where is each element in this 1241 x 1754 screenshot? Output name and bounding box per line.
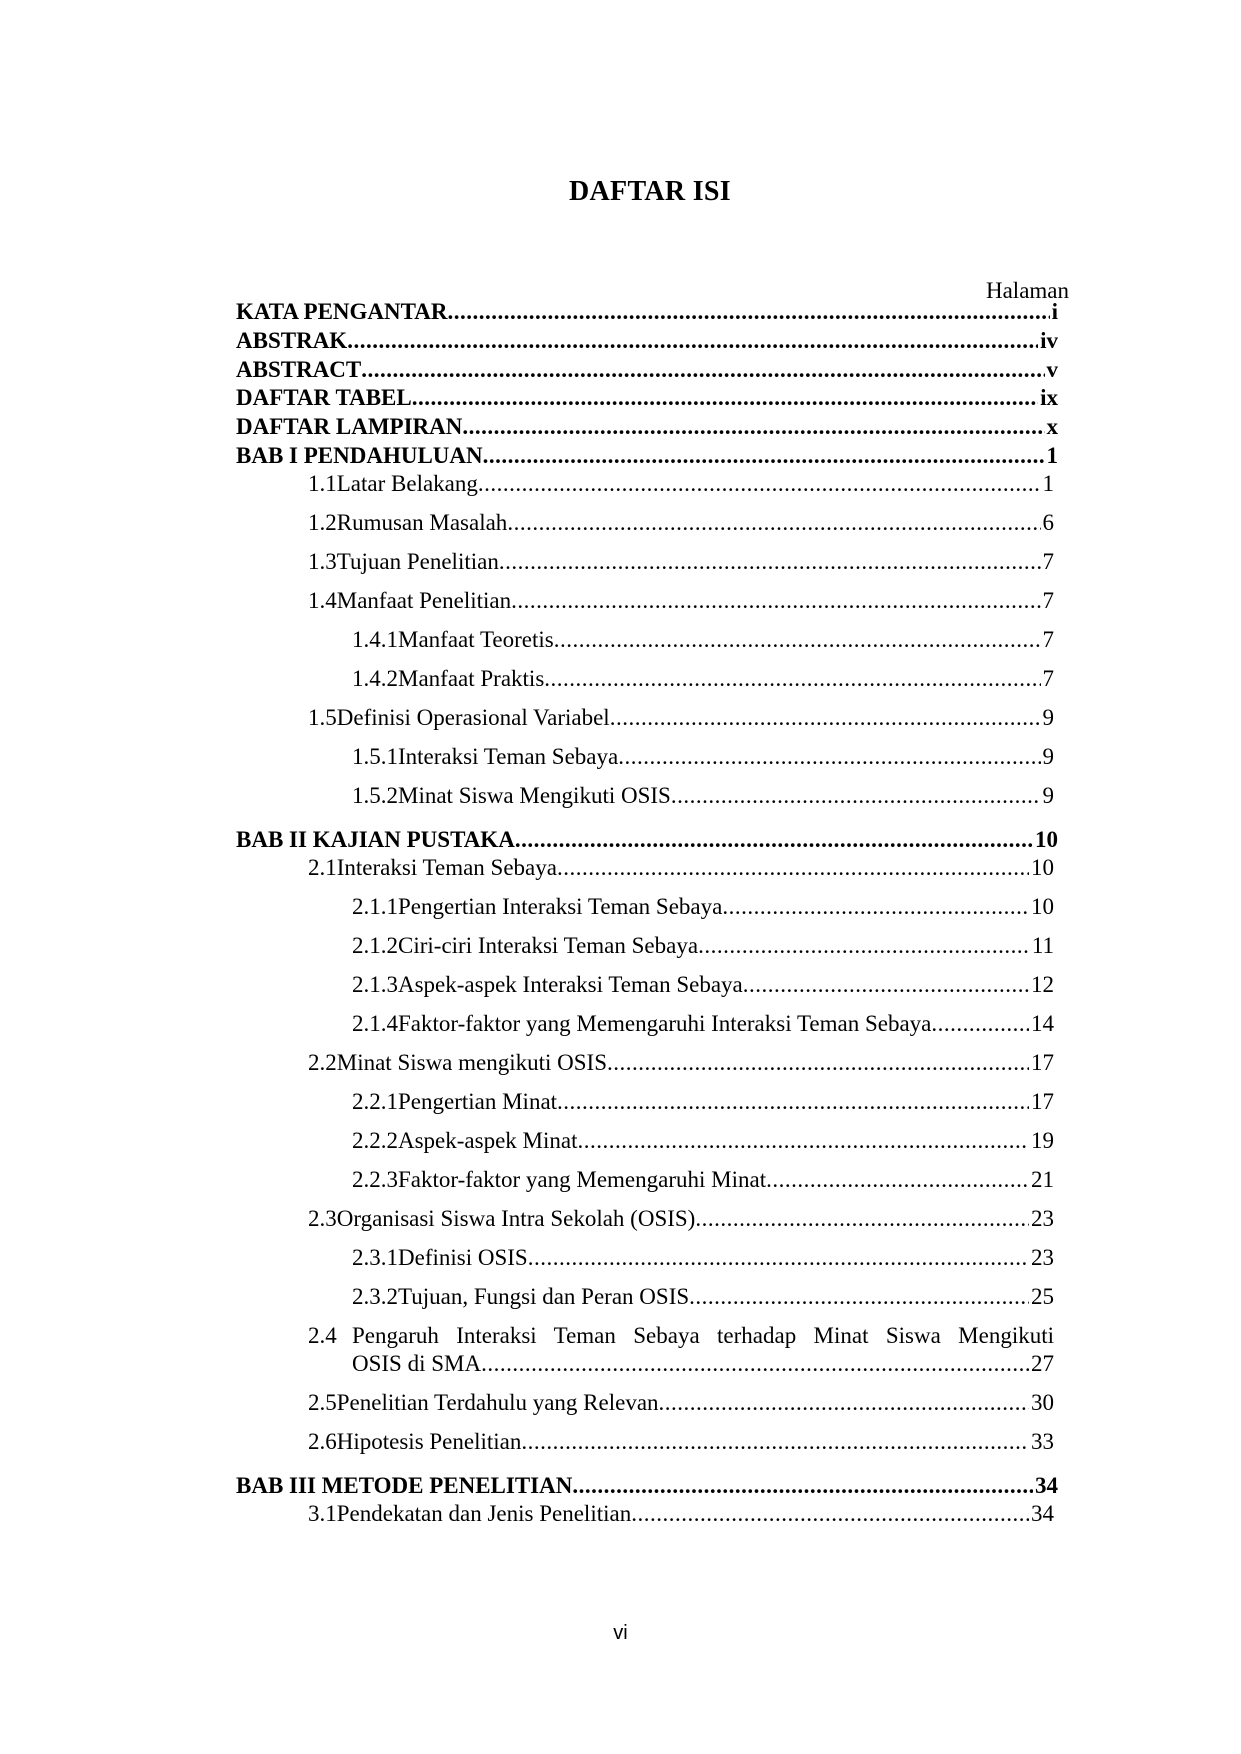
toc-page-number: 34 <box>1035 1473 1058 1498</box>
toc-entry-2-3-2[interactable] <box>352 1283 1054 1311</box>
toc-entry-text: Pengertian Interaksi Teman Sebaya <box>398 894 723 919</box>
toc-entry-number: 2.2.1 <box>352 1089 398 1114</box>
toc-entry-number: 2.1.2 <box>352 933 398 958</box>
toc-entry-2-2-1[interactable] <box>352 1088 1054 1116</box>
toc-entry-2-1-2[interactable] <box>352 932 1054 960</box>
halaman-label: Halaman <box>985 278 1069 303</box>
toc-entry-text: Interaksi Teman Sebaya <box>336 855 557 880</box>
toc-entry-text: Faktor-faktor yang Memengaruhi Minat <box>398 1167 767 1192</box>
toc-entry-text: Tujuan Penelitian <box>336 549 499 574</box>
toc-entry-1-4-2[interactable] <box>352 665 1054 693</box>
toc-entry-number: 1.5.2 <box>352 783 398 808</box>
toc-entry-text: Manfaat Praktis <box>398 666 545 691</box>
toc-entry-text: ABSTRAK <box>236 328 348 353</box>
toc-entry-number: 2.3.1 <box>352 1245 398 1270</box>
toc-entry-abstract[interactable] <box>236 356 1058 384</box>
toc-page-number: 33 <box>1031 1429 1054 1454</box>
toc-entry-number: 1.4.1 <box>352 627 398 652</box>
toc-entry-number: 2.5 <box>308 1390 337 1415</box>
toc-entry-text: Faktor-faktor yang Memengaruhi Interaksi Teman Sebaya <box>398 1011 932 1036</box>
toc-entry-1-1[interactable] <box>308 470 1054 498</box>
toc-entry-2-2-2[interactable] <box>352 1127 1054 1155</box>
toc-entry-text: Manfaat Teoretis <box>398 627 554 652</box>
toc-entry-text: DAFTAR TABEL <box>236 385 412 410</box>
toc-entry-number: 1.1 <box>308 471 337 496</box>
toc-entry-2-1-4[interactable] <box>352 1010 1054 1038</box>
toc-page-number: x <box>1046 414 1058 439</box>
toc-entry-3-1[interactable] <box>308 1500 1054 1528</box>
toc-entry-text: Organisasi Siswa Intra Sekolah (OSIS) <box>336 1206 696 1231</box>
toc-page-number: 10 <box>1031 894 1054 919</box>
toc-entry-2-1[interactable] <box>308 854 1054 882</box>
toc-page-number: 23 <box>1031 1245 1054 1270</box>
toc-page-number: 21 <box>1031 1167 1054 1192</box>
toc-entry-1-2[interactable] <box>308 509 1054 537</box>
toc-page-number: 7 <box>1042 549 1054 574</box>
toc-entry-number: 1.4 <box>308 588 337 613</box>
toc-entry-number: 2.2.2 <box>352 1128 398 1153</box>
toc-entry-bab-1[interactable] <box>236 442 1058 470</box>
toc-page-number: 7 <box>1042 666 1054 691</box>
toc-entry-text: Rumusan Masalah <box>336 510 508 535</box>
toc-entry-text: OSIS di SMA <box>352 1351 482 1376</box>
page-title: DAFTAR ISI <box>569 176 731 207</box>
toc-entry-kata-pengantar[interactable] <box>236 298 1058 326</box>
toc-entry-text: Latar Belakang <box>336 471 478 496</box>
toc-entry-text: Pengertian Minat <box>398 1089 558 1114</box>
toc-entry-number: 2.1.3 <box>352 972 398 997</box>
toc-entry-number: 2.1.4 <box>352 1011 398 1036</box>
toc-entry-text: Penelitian Terdahulu yang Relevan <box>336 1390 659 1415</box>
toc-page-number: 17 <box>1031 1089 1054 1114</box>
toc-entry-1-4-1[interactable] <box>352 626 1054 654</box>
toc-entry-daftar-tabel[interactable] <box>236 384 1058 412</box>
toc-entry-text: ABSTRACT <box>236 357 362 382</box>
toc-entry-2-4[interactable] <box>308 1322 1054 1378</box>
toc-page-number: 27 <box>1031 1351 1054 1376</box>
toc-entry-number: 3.1 <box>308 1501 337 1526</box>
toc-entry-2-3[interactable] <box>308 1205 1054 1233</box>
toc-page-number: i <box>1051 299 1058 324</box>
toc-entry-1-3[interactable] <box>308 548 1054 576</box>
toc-page-number: 30 <box>1031 1390 1054 1415</box>
toc-entry-text: Manfaat Penelitian <box>336 588 512 613</box>
toc-page-number: 9 <box>1042 783 1054 808</box>
toc-page-number: 14 <box>1031 1011 1054 1036</box>
toc-page-number: 17 <box>1031 1050 1054 1075</box>
toc-entry-text: Minat Siswa Mengikuti OSIS <box>398 783 671 808</box>
toc-entry-2-6[interactable] <box>308 1428 1054 1456</box>
toc-entry-text: Interaksi Teman Sebaya <box>398 744 619 769</box>
toc-page-number: 34 <box>1031 1501 1054 1526</box>
toc-entry-2-2[interactable] <box>308 1049 1054 1077</box>
toc-entry-number: 1.5.1 <box>352 744 398 769</box>
toc-entry-bab-3[interactable] <box>236 1472 1058 1500</box>
toc-entry-text: Aspek-aspek Interaksi Teman Sebaya <box>398 972 743 997</box>
toc-page-number: 7 <box>1042 627 1054 652</box>
toc-entry-number: 1.5 <box>308 705 337 730</box>
toc-entry-1-5[interactable] <box>308 704 1054 732</box>
page-number-footer: vi <box>613 1622 628 1644</box>
toc-entry-text-line1: Pengaruh Interaksi Teman Sebaya terhadap Minat Siswa Mengikuti <box>352 1323 1054 1348</box>
toc-entry-number: 1.4.2 <box>352 666 398 691</box>
toc-entry-number: 2.3 <box>308 1206 337 1231</box>
toc-page-number: 7 <box>1042 588 1054 613</box>
toc-page-number: 10 <box>1035 827 1058 852</box>
toc-entry-2-3-1[interactable] <box>352 1244 1054 1272</box>
toc-page-number: 11 <box>1031 933 1054 958</box>
toc-entry-text: Hipotesis Penelitian <box>336 1429 522 1454</box>
toc-entry-1-5-2[interactable] <box>352 782 1054 810</box>
toc-entry-number: 2.3.2 <box>352 1284 398 1309</box>
toc-page-number: 12 <box>1031 972 1054 997</box>
toc-entry-number: 2.4 <box>308 1323 337 1348</box>
toc-page-number: 1 <box>1042 471 1054 496</box>
toc-page-number: ix <box>1040 385 1058 410</box>
toc-entry-2-1-1[interactable] <box>352 893 1054 921</box>
toc-entry-text: Aspek-aspek Minat <box>398 1128 578 1153</box>
toc-entry-text: Minat Siswa mengikuti OSIS <box>336 1050 608 1075</box>
toc-entry-text: KATA PENGANTAR <box>236 299 448 324</box>
toc-entry-2-5[interactable] <box>308 1389 1054 1417</box>
toc-page-number: 25 <box>1031 1284 1054 1309</box>
toc-page-number: 23 <box>1031 1206 1054 1231</box>
toc-entry-text: Definisi OSIS <box>398 1245 528 1270</box>
toc-entry-1-4[interactable] <box>308 587 1054 615</box>
toc-entry-text: Pendekatan dan Jenis Penelitian <box>336 1501 632 1526</box>
toc-page-number: 1 <box>1046 443 1058 468</box>
toc-page-number: 9 <box>1042 744 1054 769</box>
toc-page-number: 9 <box>1042 705 1054 730</box>
toc-entry-number: 2.1.1 <box>352 894 398 919</box>
toc-entry-text: Ciri-ciri Interaksi Teman Sebaya <box>398 933 699 958</box>
toc-entry-abstrak[interactable] <box>236 327 1058 355</box>
toc-entry-number: 1.2 <box>308 510 337 535</box>
toc-entry-text: BAB III METODE PENELITIAN <box>236 1473 573 1498</box>
toc-page-number: v <box>1046 357 1058 382</box>
toc-entry-text: Tujuan, Fungsi dan Peran OSIS <box>398 1284 690 1309</box>
toc-entry-2-1-3[interactable] <box>352 971 1054 999</box>
toc-entry-2-2-3[interactable] <box>352 1166 1054 1194</box>
toc-entry-number: 2.2.3 <box>352 1167 398 1192</box>
toc-entry-number: 1.3 <box>308 549 337 574</box>
toc-entry-number: 2.1 <box>308 855 337 880</box>
toc-entry-bab-2[interactable] <box>236 826 1058 854</box>
toc-page-number: 10 <box>1031 855 1054 880</box>
toc-page-number: iv <box>1040 328 1058 353</box>
toc-entry-text: DAFTAR LAMPIRAN <box>236 414 463 439</box>
toc-entry-text: BAB II KAJIAN PUSTAKA <box>236 827 515 852</box>
toc-page-number: 6 <box>1042 510 1054 535</box>
toc-entry-1-5-1[interactable] <box>352 743 1054 771</box>
toc-entry-text: BAB I PENDAHULUAN <box>236 443 483 468</box>
toc-page-number: 19 <box>1031 1128 1054 1153</box>
toc-entry-number: 2.2 <box>308 1050 337 1075</box>
toc-entry-number: 2.6 <box>308 1429 337 1454</box>
toc-entry-text: Definisi Operasional Variabel <box>336 705 610 730</box>
toc-entry-daftar-lampiran[interactable] <box>236 413 1058 441</box>
